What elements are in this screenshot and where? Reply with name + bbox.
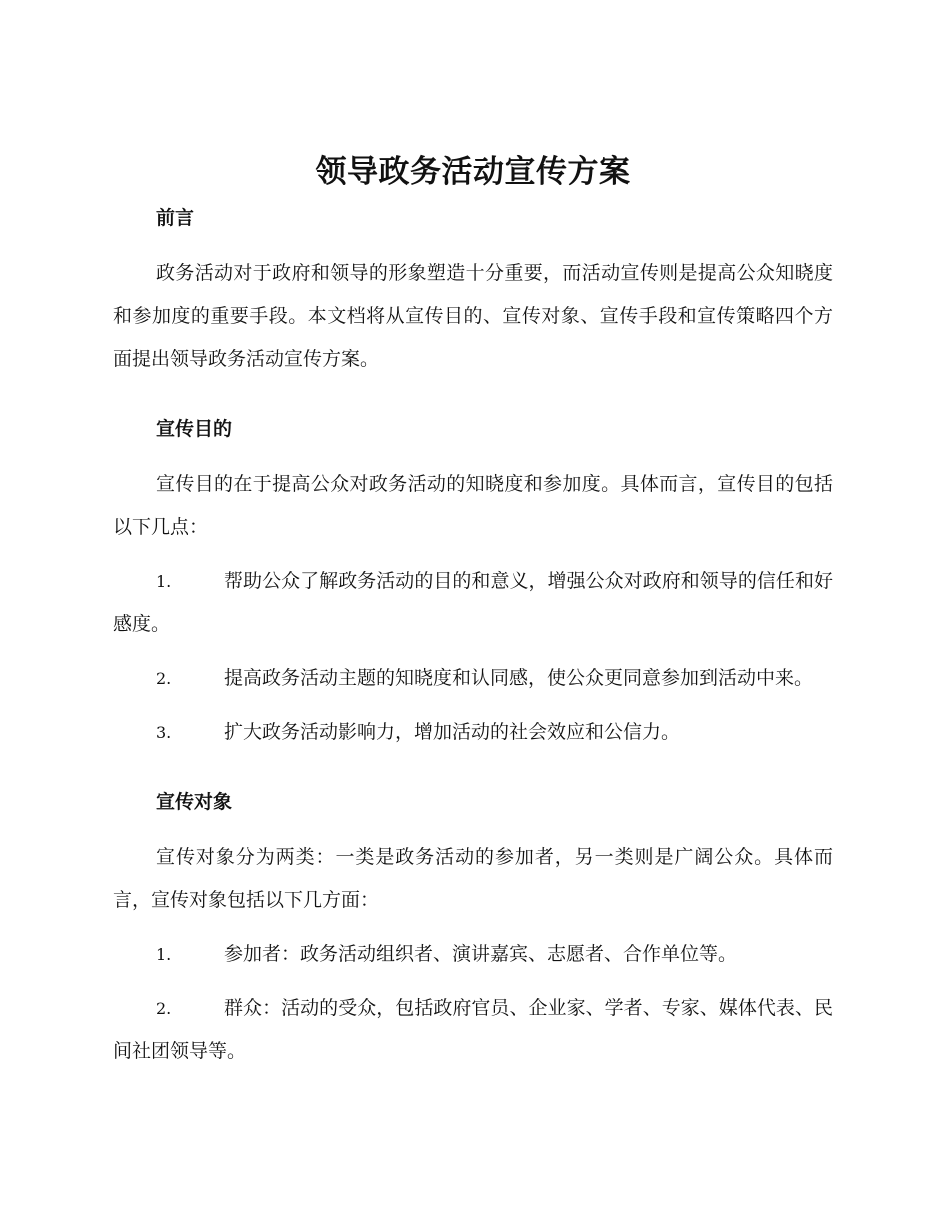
list-item-number: 2. [156, 669, 172, 688]
section-heading-purpose: 宣传目的 [156, 418, 233, 440]
list-item [113, 560, 833, 646]
list-item-number: 3. [156, 723, 172, 742]
document-title: 领导政务活动宣传方案 [315, 154, 631, 190]
list-item-text: 扩大政务活动影响力，增加活动的社会效应和公信力。 [224, 721, 681, 743]
purpose-paragraph: 宣传目的在于提高公众对政务活动的知晓度和参加度。具体而言，宣传目的包括以下几点： [113, 473, 833, 538]
audience-paragraph: 宣传对象分为两类：一类是政务活动的参加者，另一类则是广阔公众。具体而言，宣传对象包括以下几方面： [113, 846, 833, 911]
list-item [113, 711, 833, 754]
list-item [113, 657, 833, 700]
document-body [113, 150, 833, 1073]
list-item-text: 提高政务活动主题的知晓度和认同感，使公众更同意参加到活动中来。 [224, 667, 814, 689]
list-item [113, 933, 833, 976]
section-heading-audience: 宣传对象 [156, 791, 233, 813]
list-item-text: 群众：活动的受众，包括政府官员、企业家、学者、专家、媒体代表、民间社团领导等。 [113, 997, 833, 1062]
section-heading-preface: 前言 [156, 207, 195, 229]
list-item-text: 帮助公众了解政务活动的目的和意义，增强公众对政府和领导的信任和好感度。 [113, 570, 833, 635]
list-item-text: 参加者：政务活动组织者、演讲嘉宾、志愿者、合作单位等。 [224, 943, 738, 965]
list-item-number: 2. [156, 999, 172, 1018]
list-item-number: 1. [156, 572, 172, 591]
preface-paragraph: 政务活动对于政府和领导的形象塑造十分重要，而活动宣传则是提高公众知晓度和参加度的重要手段。本文档将从宣传目的、宣传对象、宣传手段和宣传策略四个方面提出领导政务活动宣传方案。 [113, 262, 833, 370]
list-item-number: 1. [156, 945, 172, 964]
list-item [113, 987, 833, 1073]
